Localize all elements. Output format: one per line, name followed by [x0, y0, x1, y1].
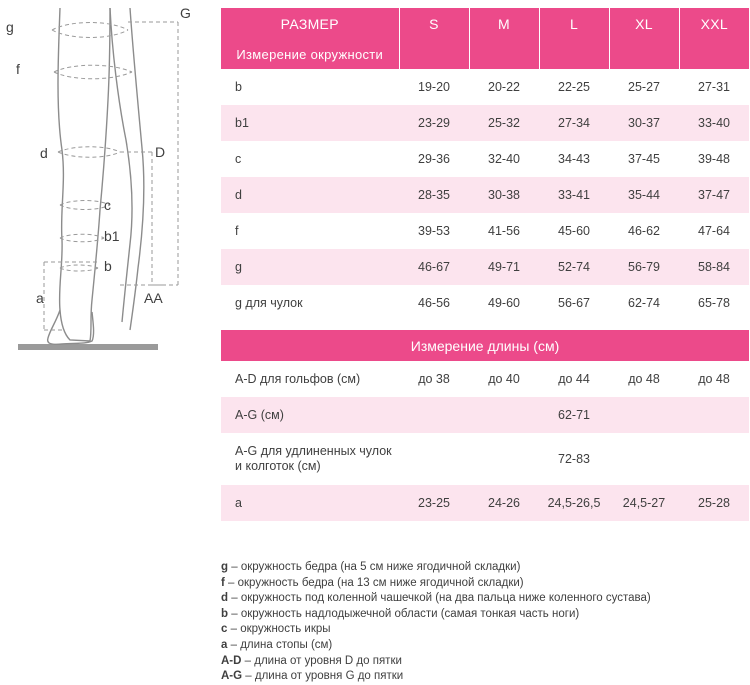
legend-key: b: [221, 607, 229, 620]
row-label: A-D для гольфов (см): [221, 361, 399, 397]
cell-value: до 38: [399, 361, 469, 397]
cell-value: до 48: [609, 361, 679, 397]
legend-item: [221, 576, 741, 592]
level-f-line: [54, 65, 132, 72]
header-circumference-label: Измерение окружности: [221, 39, 399, 69]
cell-value: 24,5-27: [609, 485, 679, 521]
level-f-line-b: [54, 72, 132, 79]
diagram-label-G: G: [180, 5, 191, 21]
cell-value: 47-64: [679, 213, 749, 249]
header-size-XXL: XXL: [679, 8, 749, 39]
diagram-label-c: c: [104, 197, 111, 213]
legend-key: A-D: [221, 654, 242, 667]
table-header-row-2: [221, 39, 749, 69]
header-spacer-xl: [609, 39, 679, 69]
diagram-label-f: f: [16, 61, 20, 77]
cell-value: 24,5-26,5: [539, 485, 609, 521]
level-b-line-b: [60, 268, 98, 271]
header-spacer-l: [539, 39, 609, 69]
table-row: [221, 433, 749, 485]
cell-value: 41-56: [469, 213, 539, 249]
level-d-line-b: [58, 152, 120, 157]
level-d-line: [58, 147, 120, 152]
size-table-wrap: [221, 8, 749, 521]
table-row: [221, 397, 749, 433]
table-header-row-1: [221, 8, 749, 39]
diagram-label-b: b: [104, 258, 112, 274]
cell-value: 62-74: [609, 285, 679, 321]
legend-key: A-G: [221, 670, 243, 683]
table-row: [221, 213, 749, 249]
legend-text: – окружность надлодыжечной области (самая тонкая часть ноги): [228, 607, 580, 620]
table-spacer: [221, 321, 749, 330]
cell-value: 27-34: [539, 105, 609, 141]
floor-line: [18, 344, 158, 350]
table-row: [221, 105, 749, 141]
table-row: [221, 141, 749, 177]
level-b-line: [60, 265, 98, 268]
legend-item: [221, 607, 741, 623]
header-size-label: РАЗМЕР: [221, 8, 399, 39]
legend-item: [221, 560, 741, 576]
cell-value: 37-45: [609, 141, 679, 177]
header-size-L: L: [539, 8, 609, 39]
legend-key: g: [221, 561, 229, 573]
cell-value: 19-20: [399, 69, 469, 105]
foot-outline: [48, 310, 94, 344]
cell-value: 22-25: [539, 69, 609, 105]
cell-value: 24-26: [469, 485, 539, 521]
cell-value: 25-27: [609, 69, 679, 105]
leg-outline: [58, 8, 110, 341]
table-row: [221, 249, 749, 285]
diagram-label-D: D: [155, 144, 166, 160]
cell-value: 25-32: [469, 105, 539, 141]
header-spacer-s: [399, 39, 469, 69]
diagram-label-b1: b1: [104, 228, 120, 244]
cell-value: 39-53: [399, 213, 469, 249]
legend-text: – окружность бедра (на 5 см ниже ягодичной складки): [228, 561, 521, 573]
level-c-line-b: [60, 205, 110, 210]
table-row: [221, 69, 749, 105]
cell-value: 65-78: [679, 285, 749, 321]
legend-item: [221, 669, 741, 685]
level-g-line-b: [52, 30, 128, 38]
legend-key: d: [221, 592, 229, 605]
cell-value: 23-25: [399, 485, 469, 521]
cell-value: до 48: [679, 361, 749, 397]
legend-item: [221, 654, 741, 670]
header-size-S: S: [399, 8, 469, 39]
cell-value: 30-37: [609, 105, 679, 141]
cell-value: 52-74: [539, 249, 609, 285]
cell-value: 33-40: [679, 105, 749, 141]
diagram-label-d: d: [40, 145, 48, 161]
leg-outline-back: [110, 8, 132, 322]
legend-text: – окружность под коленной чашечкой (на два пальца ниже коленного сустава): [228, 592, 651, 605]
length-band-title-row: [221, 330, 749, 361]
cell-value: 29-36: [399, 141, 469, 177]
cell-value: 45-60: [539, 213, 609, 249]
cell-value: 27-31: [679, 69, 749, 105]
cell-value: 32-40: [469, 141, 539, 177]
spacer-cell: [221, 321, 749, 330]
level-g-line: [52, 23, 128, 31]
legend-item: [221, 622, 741, 638]
cell-value: 34-43: [539, 141, 609, 177]
cell-value: 58-84: [679, 249, 749, 285]
diagram-label-AA: AA: [144, 290, 163, 306]
cell-value: 39-48: [679, 141, 749, 177]
cell-value: 46-56: [399, 285, 469, 321]
cell-value: 20-22: [469, 69, 539, 105]
row-label: b: [221, 69, 399, 105]
cell-value: до 44: [539, 361, 609, 397]
cell-value: 56-79: [609, 249, 679, 285]
cell-value-merged: 62-71: [399, 397, 749, 433]
cell-value: 23-29: [399, 105, 469, 141]
legend-item: [221, 638, 741, 654]
table-row: [221, 361, 749, 397]
legend-text: – длина от уровня D до пятки: [241, 654, 402, 667]
row-label: a: [221, 485, 399, 521]
cell-value: 56-67: [539, 285, 609, 321]
legend-key: a: [221, 638, 228, 651]
legend-text: – длина стопы (см): [227, 638, 333, 651]
length-band-title: Измерение длины (см): [221, 330, 749, 361]
cell-value: 28-35: [399, 177, 469, 213]
row-label: b1: [221, 105, 399, 141]
row-label: c: [221, 141, 399, 177]
legend-key: f: [221, 576, 225, 589]
legend-item: [221, 591, 741, 607]
diagram-label-a: a: [36, 290, 44, 306]
cell-value: 35-44: [609, 177, 679, 213]
row-label: A-G для удлиненных чулок и колготок (см): [221, 433, 399, 485]
cell-value: 49-71: [469, 249, 539, 285]
cell-value: 46-67: [399, 249, 469, 285]
cell-value: 46-62: [609, 213, 679, 249]
size-table: [221, 8, 749, 521]
row-label: g: [221, 249, 399, 285]
legend-key: c: [221, 623, 228, 636]
diagram-label-g: g: [6, 19, 14, 35]
table-row: [221, 177, 749, 213]
cell-value: до 40: [469, 361, 539, 397]
level-c-line: [60, 201, 110, 206]
legend-text: – окружность икры: [227, 623, 331, 636]
cell-value: 33-41: [539, 177, 609, 213]
header-size-M: M: [469, 8, 539, 39]
table-row: [221, 285, 749, 321]
table-row: [221, 485, 749, 521]
row-label: d: [221, 177, 399, 213]
row-label: f: [221, 213, 399, 249]
leg-measurement-diagram: [0, 0, 220, 370]
cell-value: 25-28: [679, 485, 749, 521]
legend: [221, 560, 741, 685]
cell-value: 49-60: [469, 285, 539, 321]
row-label: A-G (см): [221, 397, 399, 433]
legend-text: – окружность бедра (на 13 см ниже ягодичной складки): [224, 576, 524, 589]
header-spacer-m: [469, 39, 539, 69]
header-size-XL: XL: [609, 8, 679, 39]
cell-value: 30-38: [469, 177, 539, 213]
header-spacer-xxl: [679, 39, 749, 69]
cell-value-merged: 72-83: [399, 433, 749, 485]
legend-text: – длина от уровня G до пятки: [242, 670, 404, 683]
cell-value: 37-47: [679, 177, 749, 213]
row-label: g для чулок: [221, 285, 399, 321]
leg-outline-back-2: [130, 8, 144, 330]
